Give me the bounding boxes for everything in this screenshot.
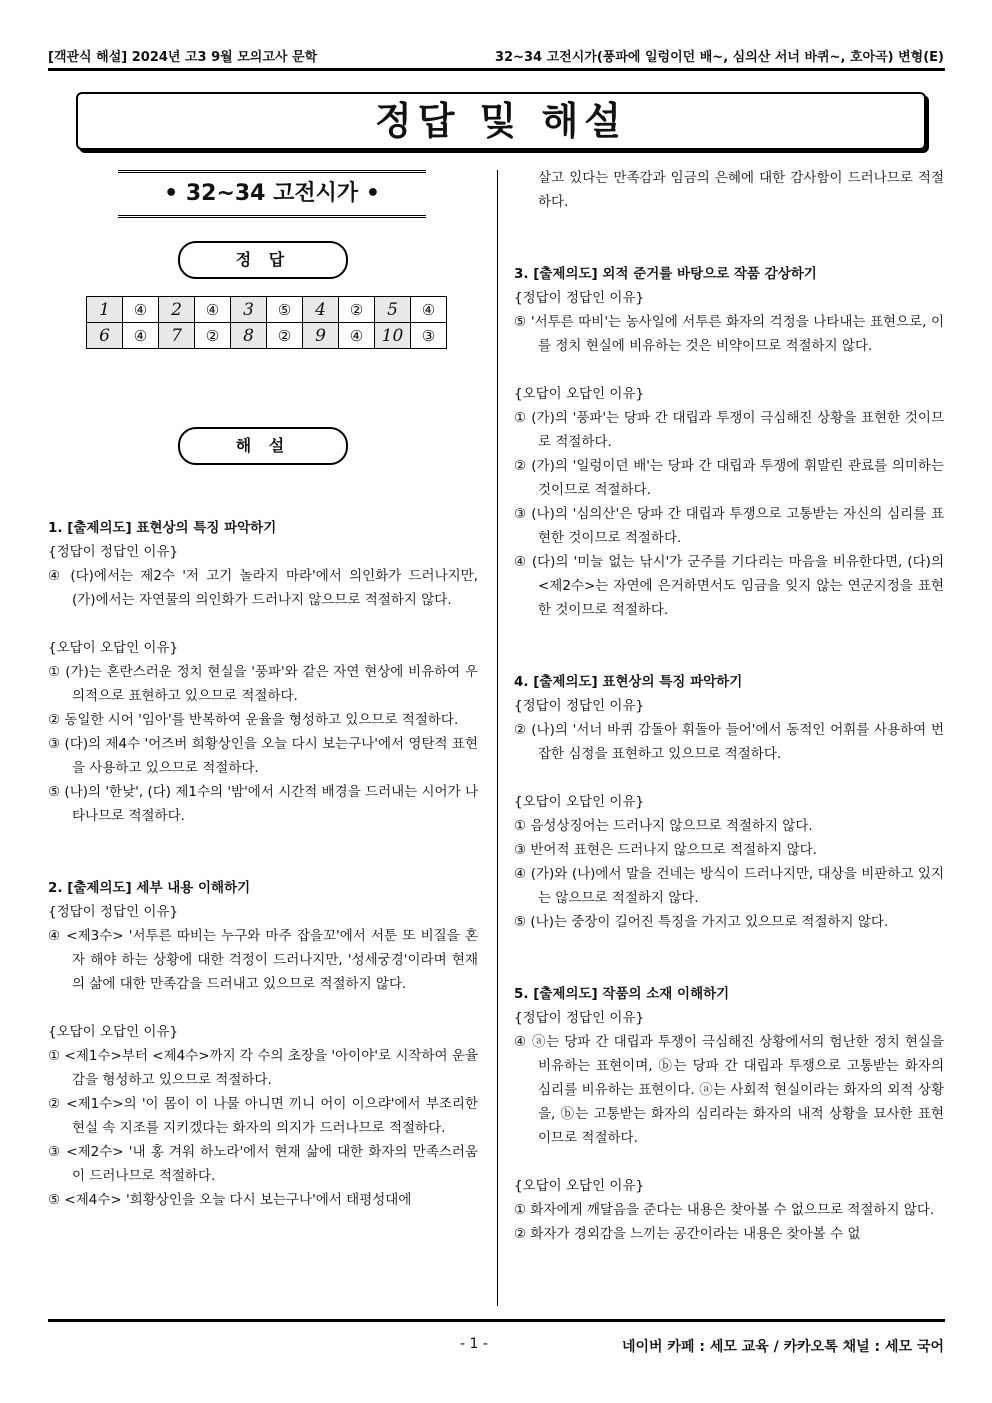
explanation-item: ③ (다)의 제4수 '어즈버 희황상인을 오늘 다시 보는구나'에서 영탄적 표현을 사용하고 있으므로 적절하다. xyxy=(48,736,478,776)
explanation-item: ① 음성상징어는 드러나지 않으므로 적절하지 않다. xyxy=(514,818,813,834)
explanation-item: ⑤ '서투른 따비'는 농사일에 서투른 화자의 걱정을 나타내는 표현으로, 이를 정치 현실에 비유하는 것은 비약이므로 적절하지 않다. xyxy=(514,314,944,354)
explanation-item: ① <제1수>부터 <제4수>까지 각 수의 초장을 '아이야'로 시작하여 운율감을 형성하고 있으므로 적절하다. xyxy=(48,1048,478,1088)
question-heading: 4. [출제의도] 표현상의 특징 파악하기 xyxy=(514,674,743,690)
explanation-item: ② 동일한 시어 '임아'를 반복하여 운율을 형성하고 있으므로 적절하다. xyxy=(48,712,459,728)
question-heading: 2. [출제의도] 세부 내용 이해하기 xyxy=(48,880,251,896)
explanation-item: ① (가)는 혼란스러운 정치 현실을 '풍파'와 같은 자연 현상에 비유하여 우의적으로 표현하고 있으므로 적절하다. xyxy=(48,664,478,704)
header-left: [객관식 해설] 2024년 고3 9월 모의고사 문학 xyxy=(48,50,318,65)
explanation-item: ④ (다)에서는 제2수 '저 고기 놀라지 마라'에서 의인화가 드러나지만, (가)에서는 자연물의 의인화가 드러나지 않으므로 적절하지 않다. xyxy=(48,568,478,608)
explain-label: 해 설 xyxy=(178,427,348,465)
page-title: 정답 및 해설 xyxy=(375,99,627,143)
question-number: 9 xyxy=(303,323,339,349)
header-right: 32~34 고전시가(풍파에 일렁이던 배~, 심의산 서너 바퀴~, 호아곡) 변형(E) xyxy=(495,50,944,65)
explanation-item: ③ (나)의 '심의산'은 당파 간 대립과 투쟁으로 고통받는 자신의 심리를 표현한 것이므로 적절하다. xyxy=(514,506,944,546)
answer-label: 정 답 xyxy=(178,241,348,279)
question-number: 5 xyxy=(375,297,411,323)
spacer xyxy=(48,828,478,852)
explanation-item: ② 화자가 경외감을 느끼는 공간이라는 내용은 찾아볼 수 없 xyxy=(514,1226,861,1242)
explanation-item: ⑤ (나)의 '한낮', (다) 제1수의 '밤'에서 시간적 배경을 드러내는 시어가 나타나므로 적절하다. xyxy=(48,784,478,824)
answer-choice: ④ xyxy=(195,297,231,323)
spacer xyxy=(514,358,944,382)
subheading: {정답이 정답인 이유} xyxy=(48,544,179,560)
spacer xyxy=(514,958,944,982)
answer-row xyxy=(87,323,447,349)
answer-choice: ⑤ xyxy=(267,297,303,323)
question-number: 3 xyxy=(231,297,267,323)
header-divider xyxy=(48,68,945,71)
left-column xyxy=(48,516,478,1212)
answer-table xyxy=(86,296,447,349)
answer-choice: ④ xyxy=(123,297,159,323)
answer-choice: ② xyxy=(267,323,303,349)
subheading: {오답이 오답인 이유} xyxy=(514,794,645,810)
explanation-item: ② (나)의 '서너 바퀴 감돌아 휘돌아 들어'에서 동적인 어휘를 사용하여 번잡한 심정을 표현하고 있으므로 적절하다. xyxy=(514,722,944,762)
section-title: • 32~34 고전시가 • xyxy=(118,170,426,218)
footer-credit: 네이버 카페 : 세모 교육 / 카카오톡 채널 : 세모 국어 xyxy=(621,1339,944,1355)
spacer xyxy=(514,622,944,646)
explanation-item: ① 화자에게 깨달음을 준다는 내용은 찾아볼 수 없으므로 적절하지 않다. xyxy=(514,1202,935,1218)
answer-choice: ④ xyxy=(123,323,159,349)
spacer xyxy=(514,766,944,790)
subheading: {정답이 정답인 이유} xyxy=(514,1010,645,1026)
subheading: {정답이 정답인 이유} xyxy=(514,698,645,714)
spacer xyxy=(514,934,944,958)
column-divider xyxy=(497,170,498,1306)
answer-choice: ④ xyxy=(411,297,447,323)
subheading: {오답이 오답인 이유} xyxy=(48,640,179,656)
title-box xyxy=(76,92,926,150)
answer-choice: ② xyxy=(195,323,231,349)
explanation-item: ② <제1수>의 '이 몸이 이 나물 아니면 끼니 어이 이으랴'에서 부조리한 현실 속 지조를 지키겠다는 화자의 의지가 드러나므로 적절하다. xyxy=(48,1096,478,1136)
spacer xyxy=(514,1150,944,1174)
answer-choice: ④ xyxy=(339,323,375,349)
explanation-item: ④ (가)와 (나)에서 말을 건네는 방식이 드러나지만, 대상을 비판하고 있지는 않으므로 적절하지 않다. xyxy=(514,866,944,906)
spacer xyxy=(48,852,478,876)
spacer xyxy=(514,238,944,262)
answer-row xyxy=(87,297,447,323)
explanation-item: ① (가)의 '풍파'는 당파 간 대립과 투쟁이 극심해진 상황을 표현한 것이므로 적절하다. xyxy=(514,410,944,450)
spacer xyxy=(48,612,478,636)
right-column xyxy=(514,166,944,1246)
question-number: 8 xyxy=(231,323,267,349)
subheading: {오답이 오답인 이유} xyxy=(48,1024,179,1040)
footer-divider xyxy=(48,1319,945,1322)
page-header xyxy=(48,44,944,68)
subheading: {정답이 정답인 이유} xyxy=(48,904,179,920)
explanation-item: ④ (다)의 '미늘 없는 낚시'가 군주를 기다리는 마음을 비유한다면, (다)의 <제2수>는 자연에 은거하면서도 임금을 잊지 않는 연군지정을 표현한 것이므로 적절하다. xyxy=(514,554,944,618)
question-number: 7 xyxy=(159,323,195,349)
answer-choice: ③ xyxy=(411,323,447,349)
explanation-item: ⑤ (나)는 중장이 길어진 특징을 가지고 있으므로 적절하지 않다. xyxy=(514,914,889,930)
answer-choice: ② xyxy=(339,297,375,323)
question-number: 4 xyxy=(303,297,339,323)
explanation-item: ② (가)의 '일렁이던 배'는 당파 간 대립과 투쟁에 휘말린 관료를 의미하는 것이므로 적절하다. xyxy=(514,458,944,498)
question-heading: 3. [출제의도] 외적 준거를 바탕으로 작품 감상하기 xyxy=(514,266,817,282)
spacer xyxy=(48,996,478,1020)
question-number: 2 xyxy=(159,297,195,323)
continued-text: 살고 있다는 만족감과 임금의 은혜에 대한 감사함이 드러나므로 적절하다. xyxy=(538,170,944,210)
explanation-item: ③ <제2수> '내 홍 겨워 하노라'에서 현재 삶에 대한 화자의 만족스러움이 드러나므로 적절하다. xyxy=(48,1144,478,1184)
question-number: 10 xyxy=(375,323,411,349)
subheading: {오답이 오답인 이유} xyxy=(514,1178,645,1194)
explanation-item: ⑤ <제4수> '희황상인을 오늘 다시 보는구나'에서 태평성대에 xyxy=(48,1192,412,1208)
question-heading: 5. [출제의도] 작품의 소재 이해하기 xyxy=(514,986,730,1002)
explanation-item: ③ 반어적 표현은 드러나지 않으므로 적절하지 않다. xyxy=(514,842,817,858)
spacer xyxy=(514,646,944,670)
question-number: 1 xyxy=(87,297,123,323)
question-number: 6 xyxy=(87,323,123,349)
subheading: {정답이 정답인 이유} xyxy=(514,290,645,306)
question-heading: 1. [출제의도] 표현상의 특징 파악하기 xyxy=(48,520,277,536)
page-number: - 1 - xyxy=(460,1336,488,1352)
explanation-item: ④ <제3수> '서투른 따비는 누구와 마주 잡을꼬'에서 서툰 또 비질을 혼자 해야 하는 상황에 대한 걱정이 드러나지만, '성세궁경'이라며 현재의 삶에 대한 만족감을 드러내고 있으므로 적절하지 않다. xyxy=(48,928,478,992)
spacer xyxy=(514,214,944,238)
subheading: {오답이 오답인 이유} xyxy=(514,386,645,402)
explanation-item: ④ ⓐ는 당파 간 대립과 투쟁이 극심해진 상황에서의 험난한 정치 현실을 비유하는 표현이며, ⓑ는 당파 간 대립과 투쟁으로 고통받는 화자의 심리를 비유하는 표현이다. ⓐ는 사회적 현실이라는 화자의 외적 상황을, ⓑ는 고통받는 화자의 심리라는 화자의 내적 상황을 묘사한 표현이므로 적절하다. xyxy=(514,1034,944,1146)
